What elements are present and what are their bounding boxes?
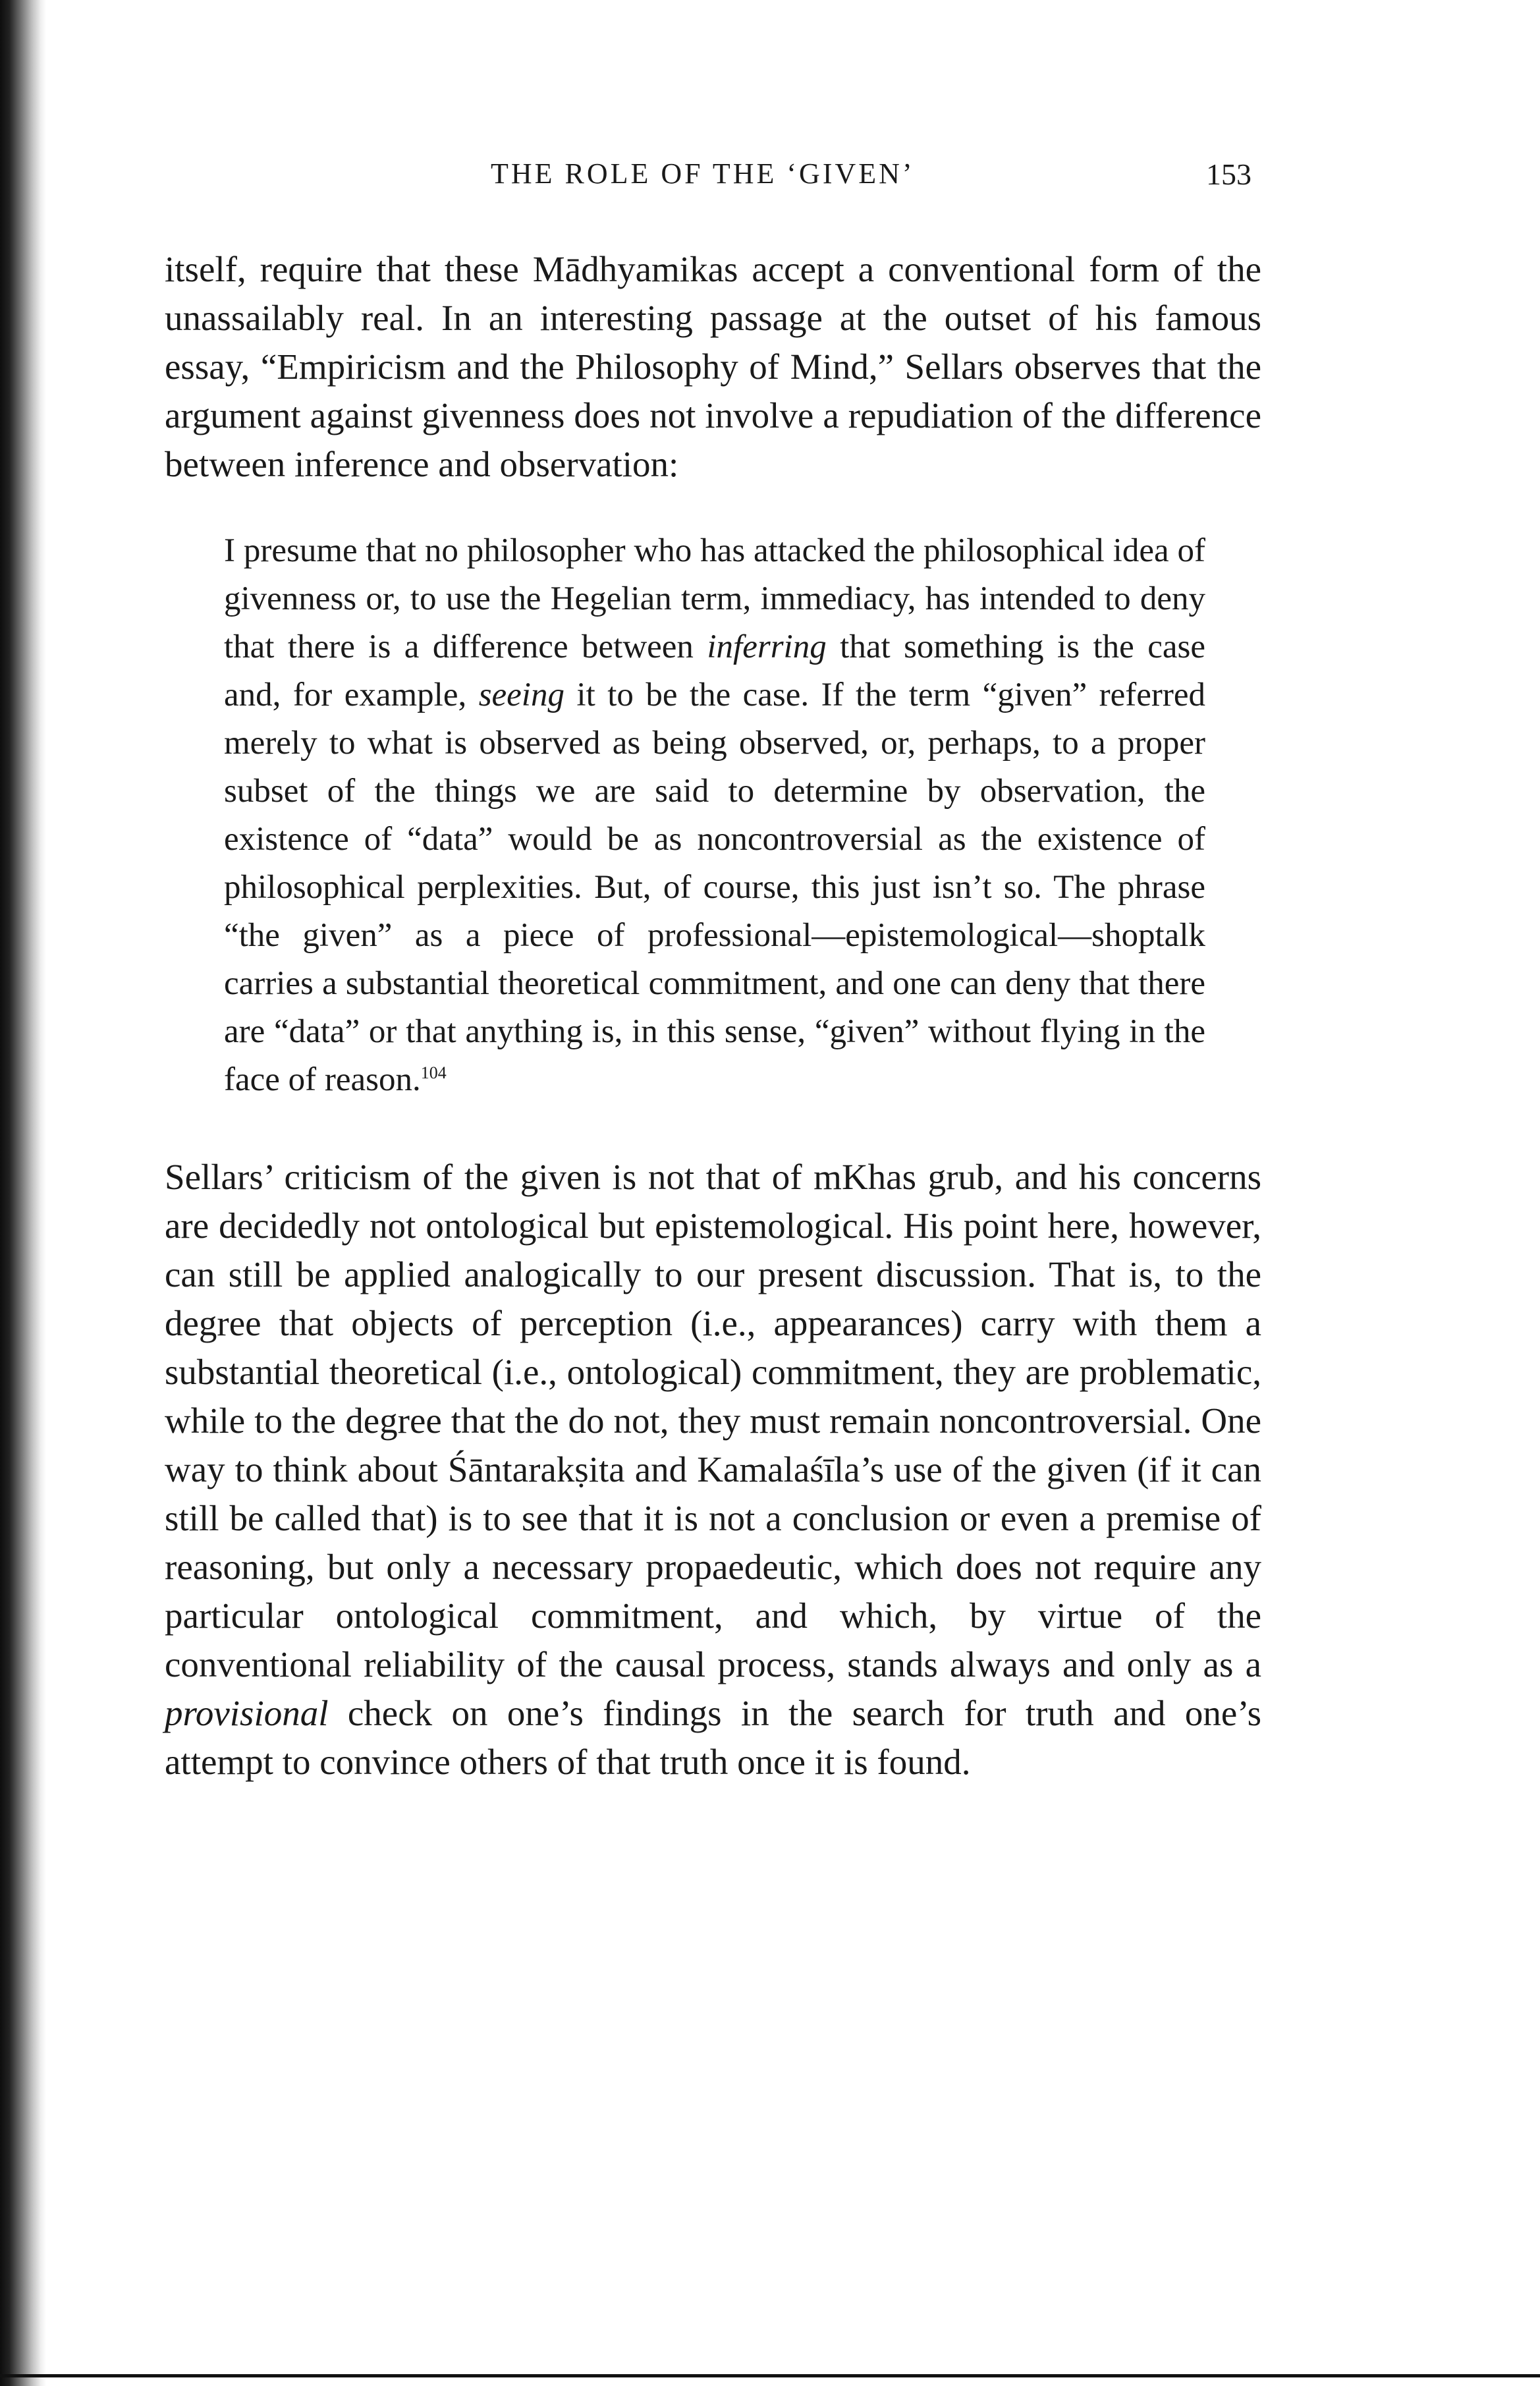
quote-emphasis-inferring: inferring	[707, 628, 827, 665]
body-paragraph-1: itself, require that these Mādhyamikas accept a conventional form of the unassailably real. In an interesting passage at the outset of his famous essay, “Empiricism and the Philosophy of Mind,” Sellars observes that the argument against givenness does not involve a repudiation of the difference between inference and observation:	[165, 249, 1261, 484]
body-paragraph-2	[165, 1153, 1261, 1787]
page-header	[165, 157, 1251, 203]
quote-text-1: I presume that no philosopher who has attacked the philosophical idea of givenness or, to use the Hegelian term, immediacy, has intended to deny that there is a difference between	[224, 532, 1205, 665]
quote-text-2: that something is the case and, for example,	[224, 628, 1205, 713]
paragraph2-text-2: check on one’s findings in the search for truth and one’s attempt to convince others of that truth once it is found.	[165, 1693, 1261, 1782]
quote-text-3: it to be the case. If the term “given” referred merely to what is observed as being observed, or, perhaps, to a proper subset of the things we are said to determine by observation, the existence of “data” would be as noncontroversial as the existence of philosophical perplexities. But, of course, this just isn’t so. The phrase “the given” as a piece of professional—epistemological—shoptalk carries a substantial theoretical commitment, and one can deny that there are “data” or that anything is, in this sense, “given” without flying in the face of reason.	[224, 677, 1206, 1098]
running-head: THE ROLE OF THE ‘GIVEN’	[491, 157, 915, 190]
block-quote	[224, 527, 1205, 1104]
quote-emphasis-seeing: seeing	[478, 677, 564, 713]
paragraph2-text-1: Sellars’ criticism of the given is not that of mKhas grub, and his concerns are decidedly not ontological but epistemological. His point here, however, can still be applied analogically to our present discussion. That is, to the degree that objects of perception (i.e., appearances) carry with them a substantial theoretical (i.e., ontological) commitment, they are problematic, while to the degree that the do not, they must remain noncontroversial. One way to think about Śāntarakṣita and Kamalaśīla’s use of the given (if it can still be called that) is to see that it is not a conclusion or even a premise of reasoning, but only a necessary propaedeutic, which does not require any particular ontological commitment, and which, by virtue of the conventional reliability of the causal process, stands always and only as a	[165, 1157, 1261, 1684]
scan-bottom-edge	[0, 2374, 1540, 2377]
footnote-reference: 104	[420, 1063, 447, 1082]
page-number: 153	[1206, 157, 1251, 191]
book-spine-shadow	[0, 0, 46, 2386]
paragraph2-emphasis-provisional: provisional	[165, 1693, 329, 1733]
